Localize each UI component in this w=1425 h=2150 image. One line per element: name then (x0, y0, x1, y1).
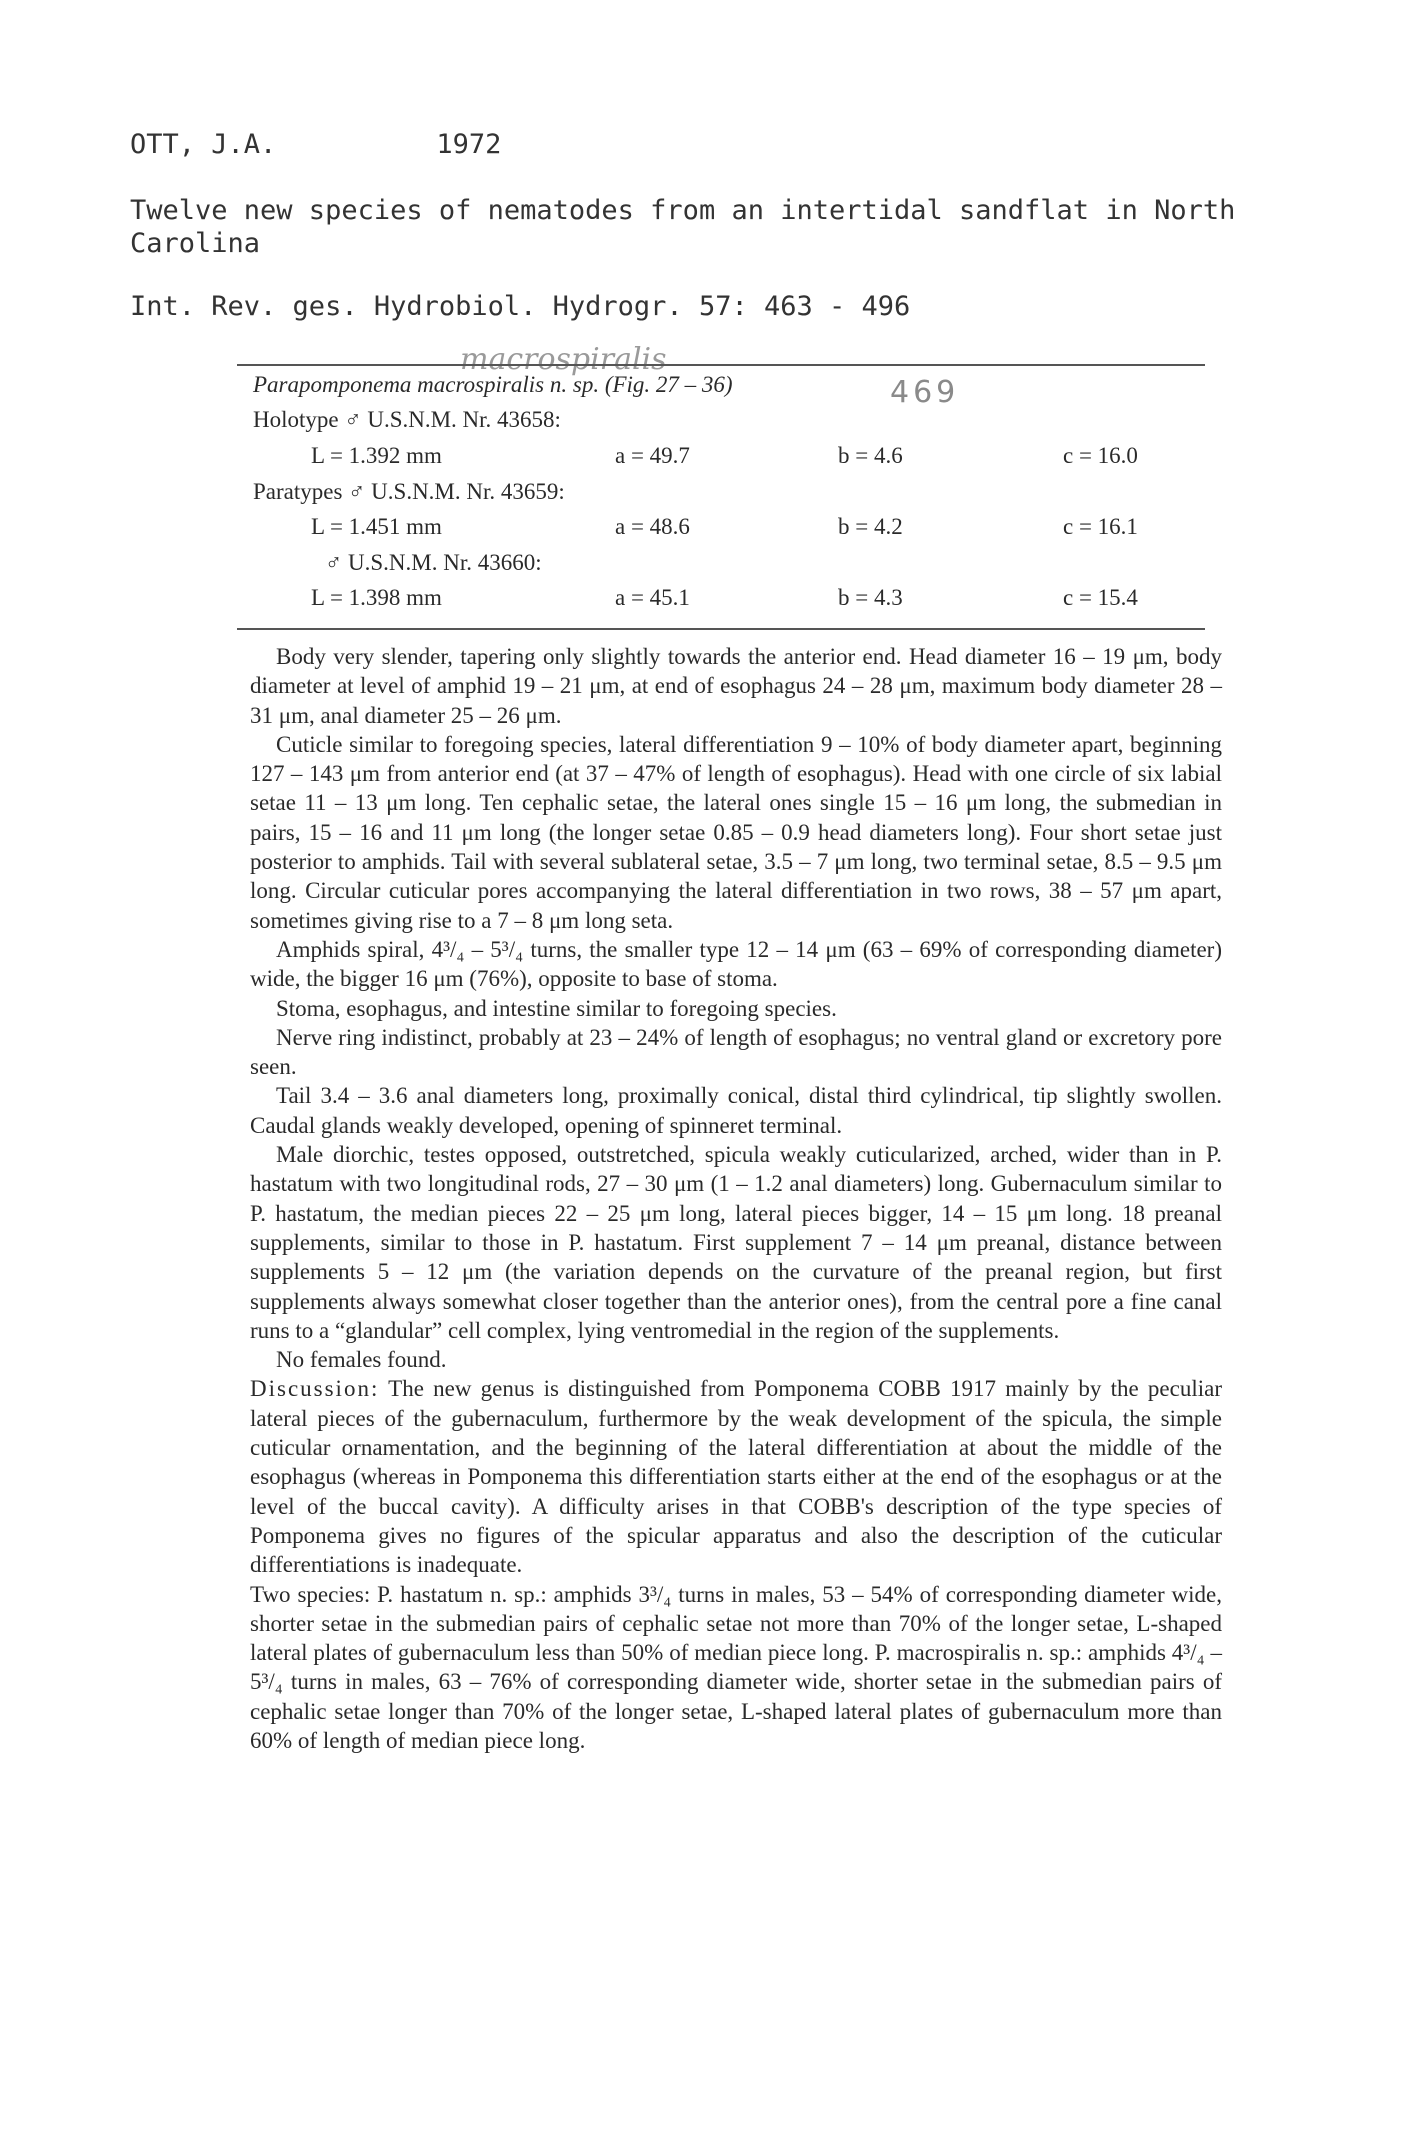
paragraph-male: Male diorchic, testes opposed, outstretched, spicula weakly cuticularized, arched, wider than in P. hastatum with two longitudinal rods, 27 – 30 μm (1 – 1.2 anal diameters) long. Gubernaculum similar to P. hastatum, the median pieces 22 – 25 μm long, lateral pieces bigger, 14 – 15 μm long. 18 preanal supplements, similar to those in P. hastatum. First supplement 7 – 14 μm preanal, distance between supplements 5 – 12 μm (the variation depends on the curvature of the preanal region, but first supplements always somewhat closer together than the anterior ones), from the central pore a fine canal runs to a “glandular” cell complex, lying ventromedial in the region of the supplements. (250, 1142, 1222, 1343)
citation-header (130, 128, 1330, 323)
measure-a: a = 45.1 (615, 585, 690, 610)
measure-a: a = 49.7 (615, 443, 690, 468)
measure-L: L = 1.398 mm (311, 585, 442, 610)
discussion-text: The new genus is distinguished from Pomponema COBB 1917 mainly by the peculiar lateral pieces of the gubernaculum, furthermore by the weak development of the spicula, the simple cuticular ornamentation, and the beginning of the lateral differentiation at about the middle of the esophagus (whereas in Pomponema this differentiation starts either at the end of the esophagus or at the level of the buccal cavity). A difficulty arises in that COBB's description of the type species of Pomponema gives no figures of the spicular apparatus and also the description of the cuticular differentiations is inadequate. (250, 1376, 1222, 1578)
author-year-line (130, 128, 1330, 161)
handwritten-page-number: 469 (890, 375, 960, 410)
paragraph-two-species: Two species: P. hastatum n. sp.: amphids 3³/₄ turns in males, 53 – 54% of corresponding diameter wide, shorter setae in the submedian pairs of cephalic setae not more than 70% of the longer setae, L-shaped lateral plates of gubernaculum less than 50% of median piece long. P. macrospiralis n. sp.: amphids 4³/₄ – 5³/₄ turns in males, 63 – 76% of corresponding diameter wide, shorter setae in the submedian pairs of cephalic setae longer than 70% of the longer setae, L-shaped lateral plates of gubernaculum more than 60% of length of median piece long. (250, 1581, 1222, 1753)
year: 1972 (436, 129, 502, 160)
paragraph-stoma: Stoma, esophagus, and intestine similar to foregoing species. (276, 995, 837, 1021)
measure-L: L = 1.451 mm (311, 514, 442, 539)
paragraph-cuticle: Cuticle similar to foregoing species, lateral differentiation 9 – 10% of body diameter apart, beginning 127 – 143 μm from anterior end (at 37 – 47% of length of esophagus). Head with one circle of six labial setae 11 – 13 μm long. Ten cephalic setae, the lateral ones single 15 – 16 μm long, the submedian in pairs, 15 – 16 and 11 μm long (the longer setae 0.85 – 0.9 head diameters long). Four short setae just posterior to amphids. Tail with several sublateral setae, 3.5 – 7 μm long, two terminal setae, 8.5 – 9.5 μm long. Circular cuticular pores accompanying the lateral differentiation in two rows, 38 – 57 μm apart, sometimes giving rise to a 7 – 8 μm long seta. (250, 731, 1222, 933)
measure-c: c = 15.4 (1063, 585, 1138, 610)
paratype2-label: ♂ U.S.N.M. Nr. 43660: (325, 550, 542, 575)
description-text (250, 642, 1222, 1755)
species-heading: Parapomponema macrospiralis n. sp. (Fig. 27 – 36) (253, 372, 733, 397)
paragraph-nerve-ring: Nerve ring indistinct, probably at 23 – 24% of length of esophagus; no ventral gland or excretory pore seen. (250, 1024, 1222, 1080)
journal-reference: Int. Rev. ges. Hydrobiol. Hydrogr. 57: 463 - 496 (130, 291, 911, 322)
section-rule (237, 628, 1205, 630)
paragraph-females: No females found. (276, 1347, 447, 1373)
top-rule (237, 364, 1205, 366)
discussion-label: Discussion: (250, 1376, 380, 1402)
author: OTT, J.A. (130, 129, 277, 160)
measure-c: c = 16.1 (1063, 514, 1138, 539)
holotype-label: Holotype ♂ U.S.N.M. Nr. 43658: (253, 407, 561, 432)
measure-b: b = 4.3 (838, 585, 903, 610)
measure-L: L = 1.392 mm (311, 443, 442, 468)
paper-title: Twelve new species of nematodes from an intertidal sandflat in North Carolina (130, 195, 1236, 259)
measure-a: a = 48.6 (615, 514, 690, 539)
handwritten-species-name: macrospiralis (460, 342, 667, 377)
measure-b: b = 4.2 (838, 514, 903, 539)
measure-b: b = 4.6 (838, 443, 903, 468)
paragraph-amphids: Amphids spiral, 4³/₄ – 5³/₄ turns, the smaller type 12 – 14 μm (63 – 69% of corresponding diameter) wide, the bigger 16 μm (76%), opposite to base of stoma. (250, 936, 1222, 992)
paratypes-label: Paratypes ♂ U.S.N.M. Nr. 43659: (253, 479, 565, 504)
measure-c: c = 16.0 (1063, 443, 1138, 468)
paragraph-discussion (250, 1374, 1222, 1579)
paragraph-tail: Tail 3.4 – 3.6 anal diameters long, proximally conical, distal third cylindrical, tip slightly swollen. Caudal glands weakly developed, opening of spinneret terminal. (250, 1083, 1222, 1138)
paragraph-body: Body very slender, tapering only slightly towards the anterior end. Head diameter 16 – 19 μm, body diameter at level of amphid 19 – 21 μm, at end of esophagus 24 – 28 μm, maximum body diameter 28 – 31 μm, anal diameter 25 – 26 μm. (250, 644, 1222, 728)
